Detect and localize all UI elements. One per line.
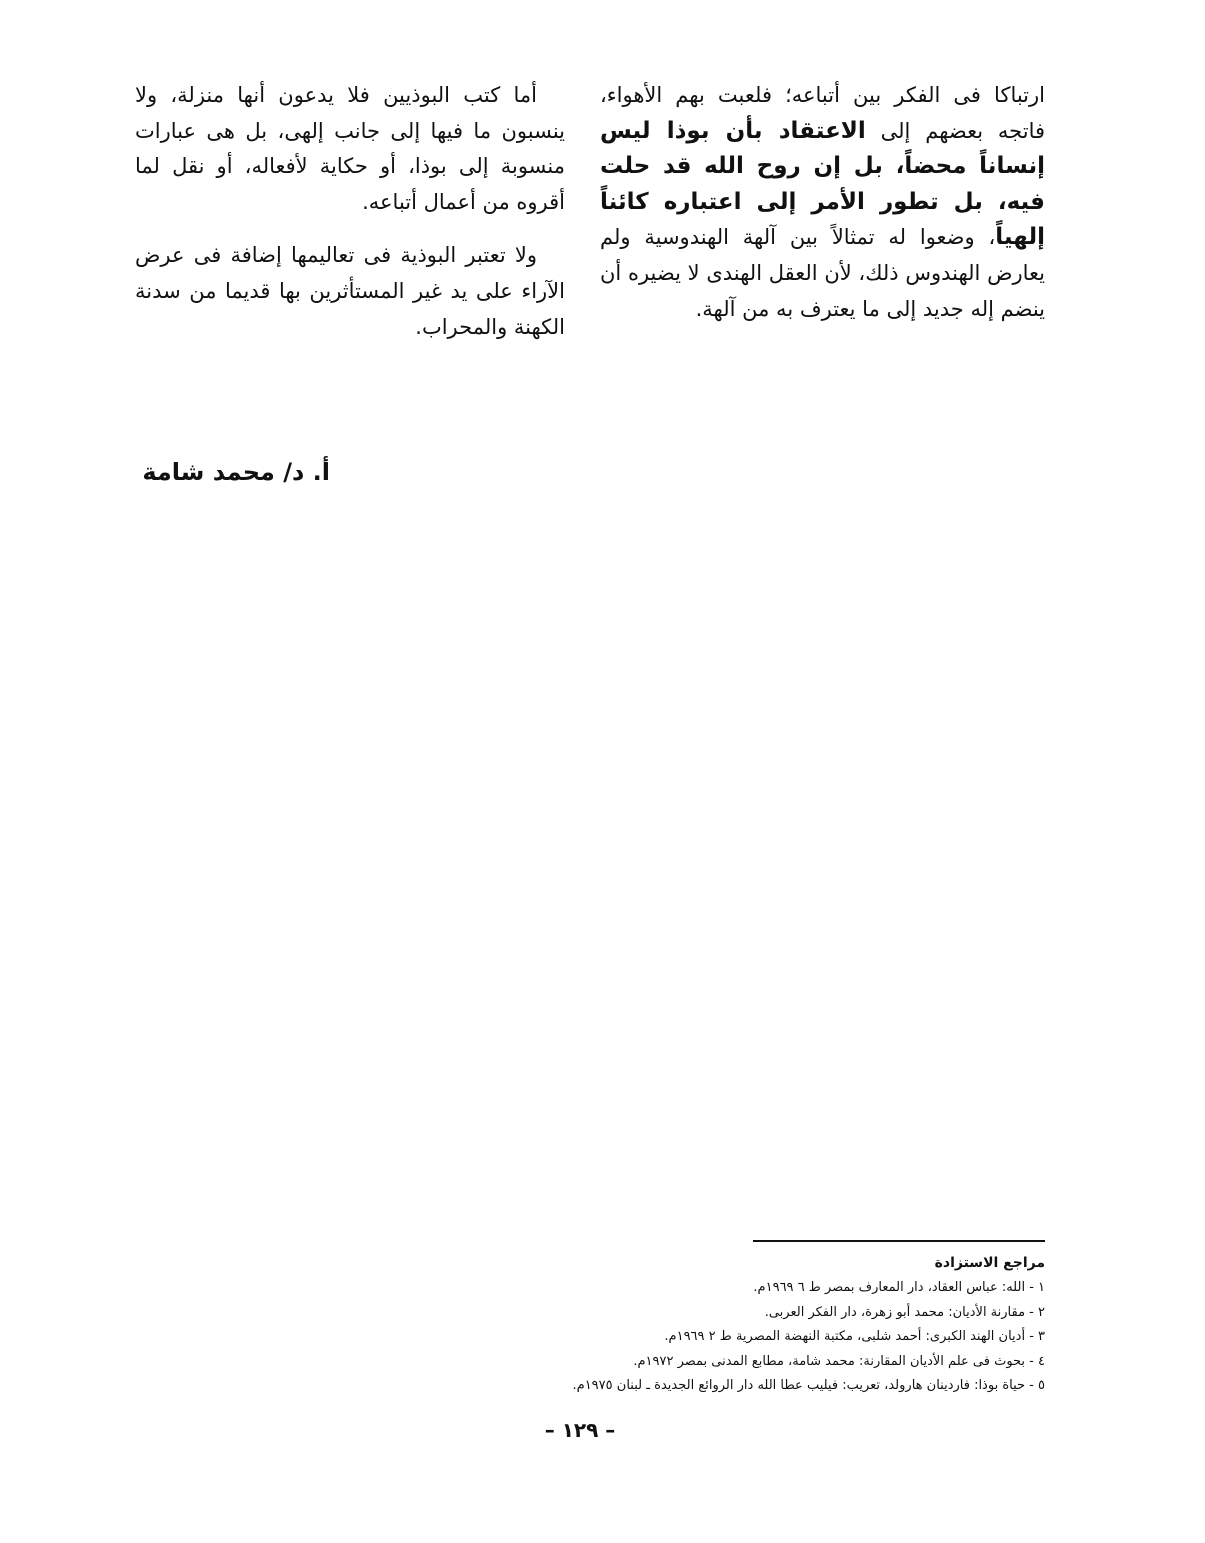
author-signature: أ. د/ محمد شامة <box>142 458 330 486</box>
paragraph: ارتباكا فى الفكر بين أتباعه؛ فلعبت بهم الأهواء، فاتجه بعضهم إلى الاعتقاد بأن بوذا ليس إنساناً محضاً، بل إن روح الله قد حلت فيه، بل تطور الأمر إلى اعتباره كائناً إلهياً، وضعوا له تمثالاً بين آلهة الهندوسية ولم يعارض الهندوس ذلك، لأن العقل الهندى لا يضيره أن ينضم إله جديد إلى ما يعترف به من آلهة. <box>600 83 1046 321</box>
page-number: – ١٢٩ – <box>544 1418 616 1442</box>
references-section <box>445 1250 1045 1399</box>
paragraph: أما كتب البوذيين فلا يدعون أنها منزلة، ولا ينسبون ما فيها إلى جانب إلهى، بل هى عبارات منسوبة إلى بوذا، أو حكاية لأفعاله، أو نقل لما أقروه من أعمال أتباعه. <box>135 83 565 214</box>
reference-item: ٣ - أديان الهند الكبرى: أحمد شلبى، مكتبة النهضة المصرية ط ٢ ١٩٦٩م. <box>664 1329 1045 1344</box>
reference-item: ٢ - مقارنة الأديان: محمد أبو زهرة، دار الفكر العربى. <box>764 1304 1045 1320</box>
reference-item: ٥ - حياة بوذا: فاردينان هارولد، تعريب: فيليب عطا الله دار الروائع الجديدة ـ لبنان ١٩٧٥م. <box>572 1378 1045 1393</box>
left-column <box>135 78 565 345</box>
footnote-divider <box>753 1240 1045 1242</box>
emphasized-text: الاعتقاد بأن بوذا ليس إنساناً محضاً، بل إن روح الله قد حلت فيه، بل تطور الأمر إلى اعتباره كائناً إلهياً <box>600 117 1045 251</box>
reference-item: ٤ - بحوث فى علم الأديان المقارنة: محمد شامة، مطابع المدنى بمصر ١٩٧٢م. <box>633 1353 1045 1369</box>
references-title: مراجع الاستزادة <box>934 1255 1045 1271</box>
reference-item: ١ - الله: عباس العقاد، دار المعارف بمصر ط ٦ ١٩٦٩م. <box>753 1280 1045 1295</box>
references-list <box>445 1276 1045 1399</box>
right-column <box>600 78 1045 327</box>
paragraph: ولا تعتبر البوذية فى تعاليمها إضافة فى عرض الآراء على يد غير المستأثرين بها قديما من سدنة الكهنة والمحراب. <box>135 243 565 339</box>
